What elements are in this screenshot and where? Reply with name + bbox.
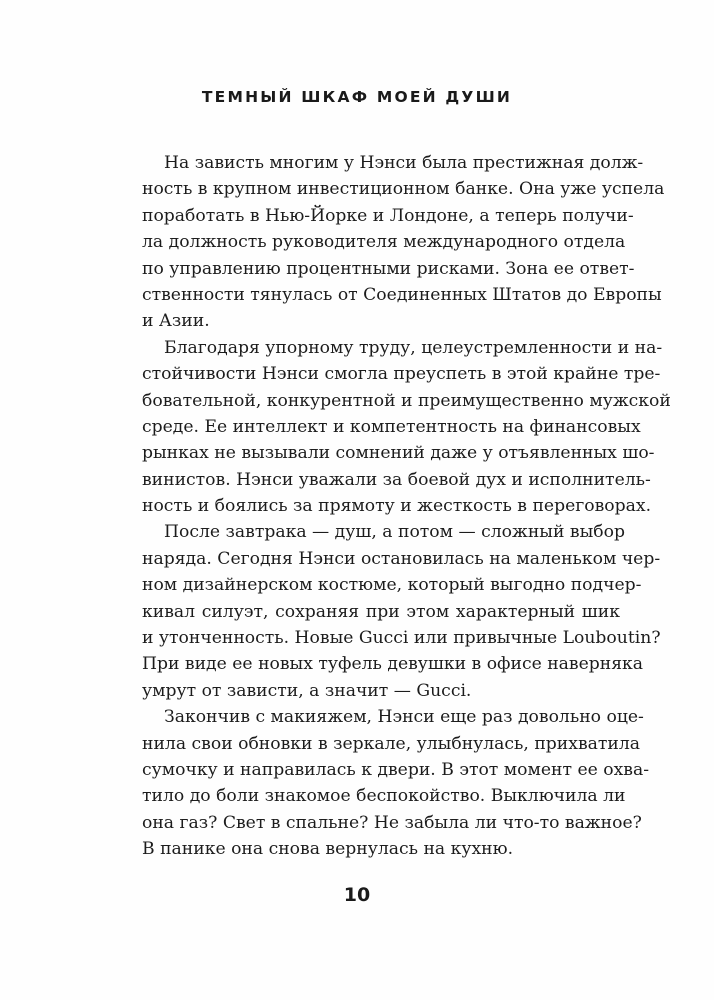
text-line: по управлению процентными рисками. Зона ее ответ- — [142, 258, 635, 279]
text-line: кивал силуэт, сохраняя при этом характерный шик — [142, 601, 620, 622]
text-line: винистов. Нэнси уважали за боевой дух и исполнитель- — [142, 469, 651, 490]
text-line: сумочку и направилась к двери. В этот момент ее охва- — [142, 759, 650, 780]
paragraph — [142, 335, 671, 520]
page-number: 10 — [343, 884, 371, 906]
text-line: ность и боялись за прямоту и жесткость в переговорах. — [142, 496, 652, 517]
paragraph — [142, 150, 665, 335]
body-text — [142, 150, 671, 863]
text-line: Благодаря упорному труду, целеустремленности и на- — [164, 337, 663, 358]
text-line: наряда. Сегодня Нэнси остановилась на маленьком чер- — [142, 548, 661, 569]
text-line: среде. Ее интеллект и компетентность на финансовых — [142, 416, 641, 437]
text-line: Закончив с макияжем, Нэнси еще раз довольно оце- — [164, 707, 644, 728]
text-line: нила свои обновки в зеркале, улыбнулась, прихватила — [142, 733, 641, 754]
running-head: ТЕМНЫЙ ШКАФ МОЕЙ ДУШИ — [201, 88, 513, 106]
text-line: бовательной, конкурентной и преимущественно мужской — [142, 390, 671, 411]
paragraph — [142, 519, 661, 704]
text-line: ла должность руководителя международного отдела — [142, 232, 626, 253]
text-line: она газ? Свет в спальне? Не забыла ли что-то важное? — [142, 812, 642, 833]
text-line: В панике она снова вернулась на кухню. — [142, 839, 514, 860]
text-line: ность в крупном инвестиционном банке. Она уже успела — [142, 179, 665, 200]
text-line: тило до боли знакомое беспокойство. Выключила ли — [142, 786, 626, 807]
text-line: рынках не вызывали сомнений даже у отъявленных шо- — [142, 443, 655, 464]
text-line: При виде ее новых туфель девушки в офисе наверняка — [142, 654, 644, 675]
text-line: и Азии. — [142, 311, 210, 332]
text-line: ном дизайнерском костюме, который выгодно подчер- — [142, 575, 642, 596]
text-line: После завтрака — душ, а потом — сложный выбор — [164, 522, 625, 543]
text-line: На зависть многим у Нэнси была престижная долж- — [164, 153, 644, 173]
text-line: умрут от зависти, а значит — Gucci. — [142, 680, 472, 701]
text-line: стойчивости Нэнси смогла преуспеть в этой крайне тре- — [142, 364, 661, 385]
text-line: и утонченность. Новые Gucci или привычные Louboutin? — [142, 628, 661, 649]
paragraph — [142, 704, 650, 862]
text-line: поработать в Нью-Йорке и Лондоне, а теперь получи- — [142, 205, 634, 226]
text-line: ственности тянулась от Соединенных Штатов до Европы — [142, 284, 662, 305]
